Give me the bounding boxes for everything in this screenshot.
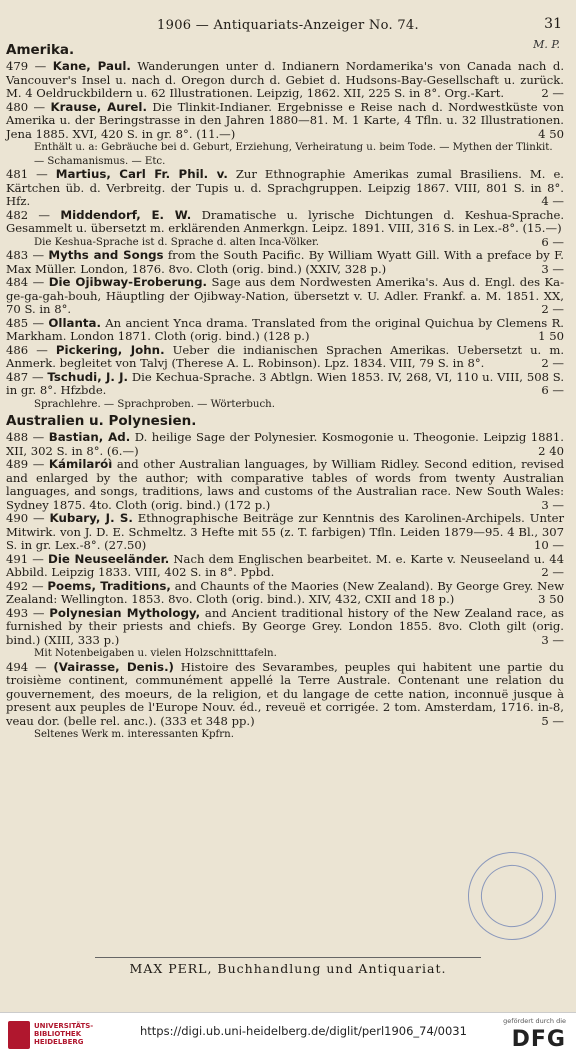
entry-author: Polynesian Mythology,: [49, 605, 201, 620]
entry-note: Enthält u. a: Gebräuche bei d. Geburt, Erziehung, Verheiratung u. beim Tode. — Mythen der Tlinkit. — Schamanismus. — Etc.: [34, 142, 553, 167]
entry-author: Die Ojibway-Eroberung.: [48, 275, 208, 289]
entry-price: 3 50: [538, 592, 564, 606]
entry-number: 488 —: [6, 430, 49, 444]
entry-description: An ancient Ynca drama. Translated from the original Quichua by Clemens R. Markham. London 1871. Cloth (orig. bind.) (128 p.): [6, 315, 564, 343]
entry-description: Histoire des Sevarambes, peuples qui habitent une partie du troisième continent, communément appellé la Terre Australe. Contenant une relation du gouvernement, des moeurs, de la religion, et du langage de cette nation, inconnuë jusque à present aux peuples de l'Europe Nouv. éd., reveuë et corrigée. 2 tom. Amsterdam, 1716. in-8, veau dor. (belle rel. anc.). (333 et 348 pp.): [6, 659, 565, 728]
catalog-entry: [6, 168, 564, 209]
entry-number: 491 —: [6, 551, 49, 566]
entry-author: Bastian, Ad.: [48, 430, 131, 444]
entry-author: Martius, Carl Fr. Phil. v.: [55, 167, 228, 181]
entry-number: 487 —: [6, 369, 48, 384]
entry-price: 4 50: [538, 126, 564, 141]
section-heading: Australien u. Polynesien.: [6, 413, 197, 429]
entry-number: 481 —: [6, 167, 56, 181]
catalog-entry: [6, 661, 564, 729]
entry-number: 494 —: [6, 659, 54, 674]
entry-description: Ueber die indianischen Sprachen Amerikas. Uebersetzt u. m. Anmerk. begleitet von Talvj (Therese A. L. Robinson). Lpz. 1834. VIII, 79 S. in 8°.: [6, 342, 565, 370]
entry-number: 483 —: [6, 248, 49, 262]
entry-price: 6 —: [541, 383, 564, 397]
header-title: 1906 — Antiquariats-Anzeiger No. 74.: [157, 18, 419, 33]
entry-price: 10 —: [533, 538, 564, 552]
entry-description: Zur Ethnographie Amerikas zumal Brasiliens. M. e. Kärtchen üb. d. Verbreitg. der Tupis u. d. Sprachgruppen. Leipzig 1867. VIII, 801 S. in 8°. Hfz.: [6, 167, 564, 208]
entry-number: 484 —: [6, 275, 49, 289]
entry-author: Krause, Aurel.: [50, 99, 147, 114]
entry-number: 489 —: [6, 457, 49, 471]
catalog-entry: [6, 276, 564, 317]
catalog-entry: [6, 512, 564, 553]
entry-number: 479 —: [6, 59, 53, 73]
entry-description: Die Tlinkit-Indianer. Ergebnisse e Reise nach d. Nordwestküste von Amerika u. der Beringstrasse in den Jahren 1880—81. M. 1 Karte, 4 Tfln. u. 32 Illustrationen. Jena 1885. XVI, 420 S. in gr. 8°. (11.—): [6, 99, 564, 141]
entry-number: 486 —: [6, 342, 56, 357]
entry-description: D. heilige Sage der Polynesier. Kosmogonie u. Theogonie. Leipzig 1881. XII, 302 S. in 8°. (6.—): [6, 430, 564, 458]
entry-description: Wanderungen unter d. Indianern Nordamerika's von Canada nach d. Vancouver's Insel u. nach d. Oregon durch d. Gebiet d. Hudsons-Bay-Gesellschaft u. zurück. M. 4 Oeldruckbildern u. 62 Illustrationen. Leipzig, 1862. XII, 225 S. in 8°. Org.-Kart.: [6, 59, 565, 100]
entry-price: 2 —: [541, 565, 564, 579]
entry-price: 1 50: [538, 329, 564, 343]
entry-number: 492 —: [6, 578, 48, 593]
library-stamp: [454, 838, 571, 955]
catalog-entry: [6, 60, 564, 101]
entry-note: Sprachlehre. — Sprachproben. — Wörterbuch.: [34, 398, 275, 410]
page-footer: MAX PERL, Buchhandlung und Antiquariat.: [129, 961, 447, 976]
entry-price: 3 —: [541, 261, 564, 276]
entry-author: (Vairasse, Denis.): [53, 659, 174, 674]
entry-number: 480 —: [6, 99, 51, 114]
catalog-entry: [6, 101, 564, 142]
entry-author: Die Neuseeländer.: [48, 551, 170, 566]
entry-author: Kámilaróì: [48, 457, 113, 471]
viewer-bottom-bar: [0, 1012, 576, 1056]
catalog-entry: [6, 371, 564, 398]
entry-description: Nach dem Englischen bearbeitet. M. e. Karte v. Neuseeland u. 44 Abbild. Leipzig 1833. VIII, 402 S. in 8°. Ppbd.: [6, 551, 564, 579]
entry-description: and Chaunts of the Maories (New Zealand). By George Grey. New Zealand: Wellington. 1853. 8vo. Cloth (orig. bind.). XIV, 432, CXII and 18 p.): [6, 578, 564, 606]
entry-number: 485 —: [6, 315, 49, 330]
permalink-url[interactable]: https://digi.ub.uni-heidelberg.de/diglit/perl1906_74/0031: [140, 1024, 467, 1038]
entry-price: 2 —: [541, 86, 564, 100]
entry-author: Poems, Traditions,: [47, 578, 171, 593]
entry-price: 3 —: [541, 497, 564, 512]
page-number: 31: [544, 16, 562, 32]
entry-description: Ethnographische Beiträge zur Kenntnis des Karolinen-Archipels. Unter Mitwirk. von J. D. E. Schmeltz. 3 Hefte mit 55 (z. T. farbigen) Tfln. Leiden 1879—95. 4 Bl., 307 S. in gr. Lex.-8°. (27.50): [6, 511, 565, 552]
section-heading: Amerika.: [6, 42, 75, 58]
entry-description: Dramatische u. lyrische Dichtungen d. Keshua-Sprache. Gesammelt u. übersetzt m. erklärenden Anmerkgn. Leipz. 1891. VIII, 316 S. in Lex.-8°. (15.—): [6, 207, 565, 235]
entry-price: 5 —: [541, 713, 564, 728]
footer-rule: [95, 957, 481, 958]
catalog-entry: [6, 344, 564, 371]
entry-author: Kubary, J. S.: [49, 511, 133, 525]
entry-description: and Ancient traditional history of the New Zealand race, as furnished by their priests and chiefs. By George Grey. London 1855. 8vo. Cloth gilt (orig. bind.) (XIII, 333 p.): [6, 605, 564, 647]
entry-number: 490 —: [6, 511, 50, 525]
catalog-entry: [6, 580, 564, 607]
catalog-entry: [6, 249, 564, 276]
entry-note: Mit Notenbeigaben u. vielen Holzschnitttafeln.: [34, 648, 277, 659]
entry-price: 2 40: [538, 443, 564, 458]
entry-description: and other Australian languages, by William Ridley. Second edition, revised and enlarged by the author; with comparative tables of words from twenty Australian languages, and songs, traditions, laws and customs of the Australian race. New South Wales: Sydney 1875. 4to. Cloth (orig. bind.) (172 p.): [6, 457, 565, 512]
entry-number: 482 —: [6, 207, 61, 222]
entry-author: Myths and Songs: [48, 248, 164, 262]
entry-price: 6 —: [541, 234, 564, 249]
entry-note: Seltenes Werk m. interessanten Kpfrn.: [34, 729, 234, 740]
entry-description: from the South Pacific. By William Wyatt Gill. With a preface by F. Max Müller. London, 1876. 8vo. Cloth (orig. bind.) (XXIV, 328 p.): [6, 248, 564, 276]
entry-author: Middendorf, E. W.: [60, 207, 192, 222]
entry-price: 4 —: [541, 194, 564, 208]
catalog-entry: [6, 431, 564, 458]
entry-price: 3 —: [541, 632, 564, 647]
library-logo-text[interactable]: UNIVERSITÄTS- BIBLIOTHEK HEIDELBERG: [34, 1022, 94, 1046]
entry-price: 2 —: [541, 302, 564, 316]
catalog-entry: [6, 553, 564, 580]
catalog-entry: [6, 458, 564, 512]
university-library-logo-icon[interactable]: [8, 1021, 30, 1049]
entry-author: Kane, Paul.: [52, 59, 131, 73]
handwritten-mark: M. P.: [533, 38, 560, 51]
catalog-content: [6, 40, 564, 742]
dfg-logo[interactable]: DFG: [511, 1027, 566, 1052]
entry-description: Die Kechua-Sprache. 3 Abtlgn. Wien 1853. IV, 268, VI, 110 u. VIII, 508 S. in gr. 8°. Hfzbde.: [6, 369, 565, 397]
entry-author: Tschudi, J. J.: [47, 369, 128, 384]
entry-note: Die Keshua-Sprache ist d. Sprache d. alten Inca-Völker.: [34, 236, 320, 248]
catalog-entry: [6, 317, 564, 344]
entry-description: Sage aus dem Nordwesten Amerika's. Aus d. Engl. des Ka-ge-ga-gah-bouh, Häuptling der Ojibway-Nation, übersetzt v. U. Adler. Frankf. a. M. 1851. XX, 70 S. in 8°.: [6, 275, 564, 316]
entry-price: 2 —: [541, 356, 564, 370]
entry-author: Pickering, John.: [55, 342, 165, 357]
funded-by-label: gefördert durch die: [503, 1017, 566, 1025]
entry-number: 493 —: [6, 605, 50, 620]
entry-author: Ollanta.: [48, 315, 101, 330]
catalog-entry: [6, 607, 564, 648]
